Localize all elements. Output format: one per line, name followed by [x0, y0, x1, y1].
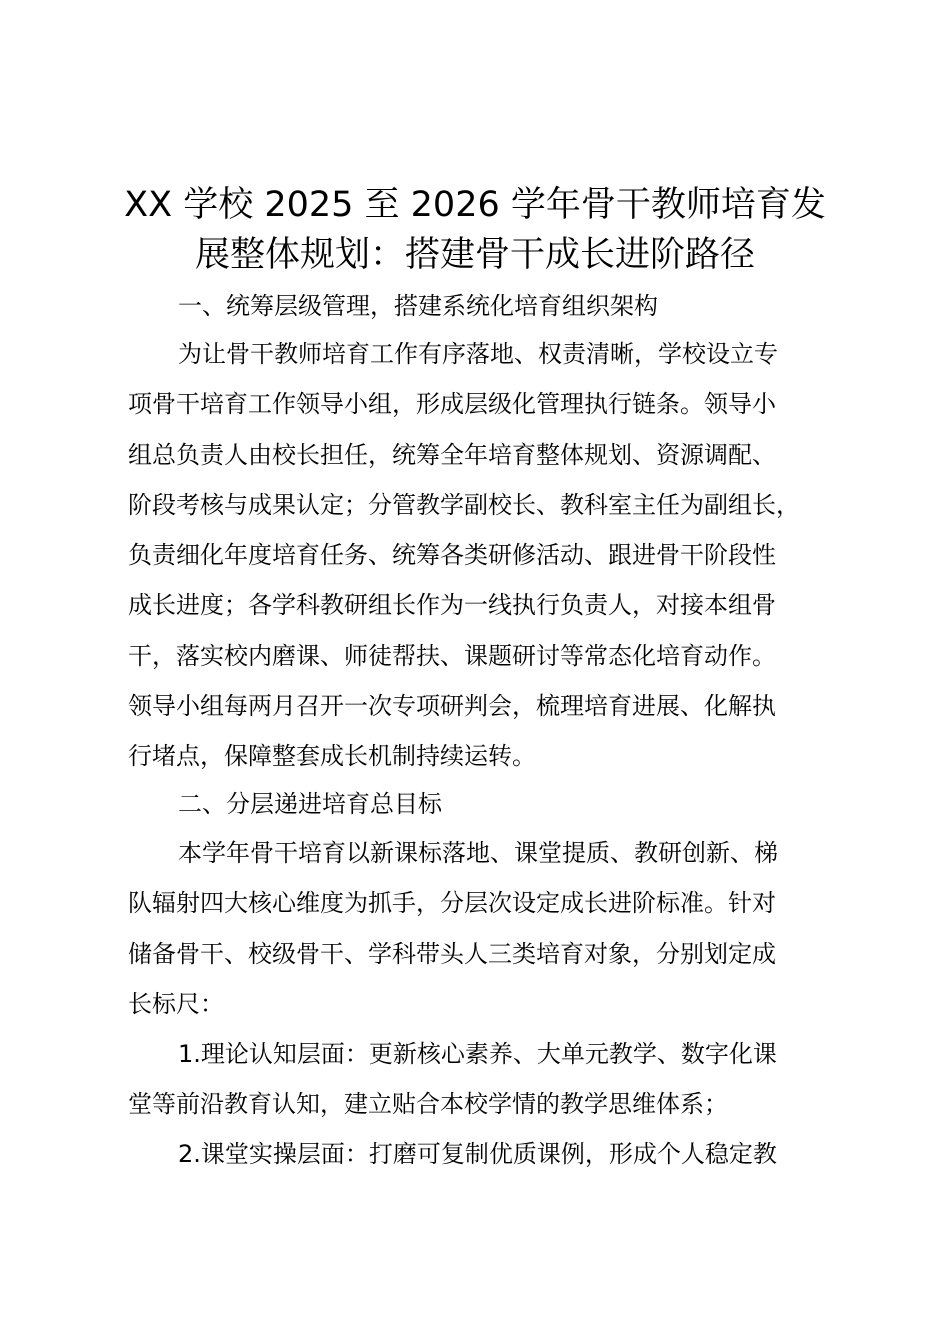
list-item-1 [128, 1034, 848, 1135]
paragraph-line: 项骨干培育工作领导小组，形成层级化管理执行链条。领导小 [128, 390, 776, 419]
paragraph-line: 成长进度；各学科教研组长作为一线执行负责人，对接本组骨 [128, 591, 776, 620]
paragraph-2 [128, 833, 848, 1034]
title-line: XX 学校 2025 至 2026 学年骨干教师培育发 [124, 185, 826, 225]
paragraph-line: 组总负责人由校长担任，统筹全年培育整体规划、资源调配、 [128, 440, 776, 469]
paragraph-line: 负责细化年度培育任务、统筹各类研修活动、跟进骨干阶段性 [128, 541, 776, 570]
paragraph-line: 阶段考核与成果认定；分管教学副校长、教科室主任为副组长， [128, 490, 800, 519]
paragraph-line: 领导小组每两月召开一次专项研判会，梳理培育进展、化解执 [128, 692, 776, 721]
document-title [120, 180, 830, 280]
paragraph-line: 本学年骨干培育以新课标落地、课堂提质、教研创新、梯 [178, 839, 778, 867]
list-item-line: 堂等前沿教育认知，建立贴合本校学情的教学思维体系； [128, 1090, 728, 1119]
section-heading-1: 一、统筹层级管理，搭建系统化培育组织架构 [178, 292, 658, 320]
paragraph-1 [128, 334, 848, 787]
title-line: 展整体规划：搭建骨干成长进阶路径 [194, 235, 755, 275]
paragraph-line: 队辐射四大核心维度为抓手，分层次设定成长进阶标准。针对 [128, 889, 776, 918]
list-item-2 [128, 1134, 848, 1184]
paragraph-line: 干，落实校内磨课、师徒帮扶、课题研讨等常态化培育动作。 [128, 641, 776, 670]
paragraph-line: 为让骨干教师培育工作有序落地、权责清晰，学校设立专 [178, 340, 778, 368]
list-item-line: 1.理论认知层面：更新核心素养、大单元教学、数字化课 [178, 1040, 777, 1068]
paragraph-line: 行堵点，保障整套成长机制持续运转。 [128, 742, 536, 771]
section-heading-2: 二、分层递进培育总目标 [178, 790, 442, 818]
list-item-line: 2.课堂实操层面：打磨可复制优质课例，形成个人稳定教 [178, 1140, 777, 1168]
paragraph-line: 长标尺： [128, 989, 224, 1018]
paragraph-line: 储备骨干、校级骨干、学科带头人三类培育对象，分别划定成 [128, 939, 776, 968]
